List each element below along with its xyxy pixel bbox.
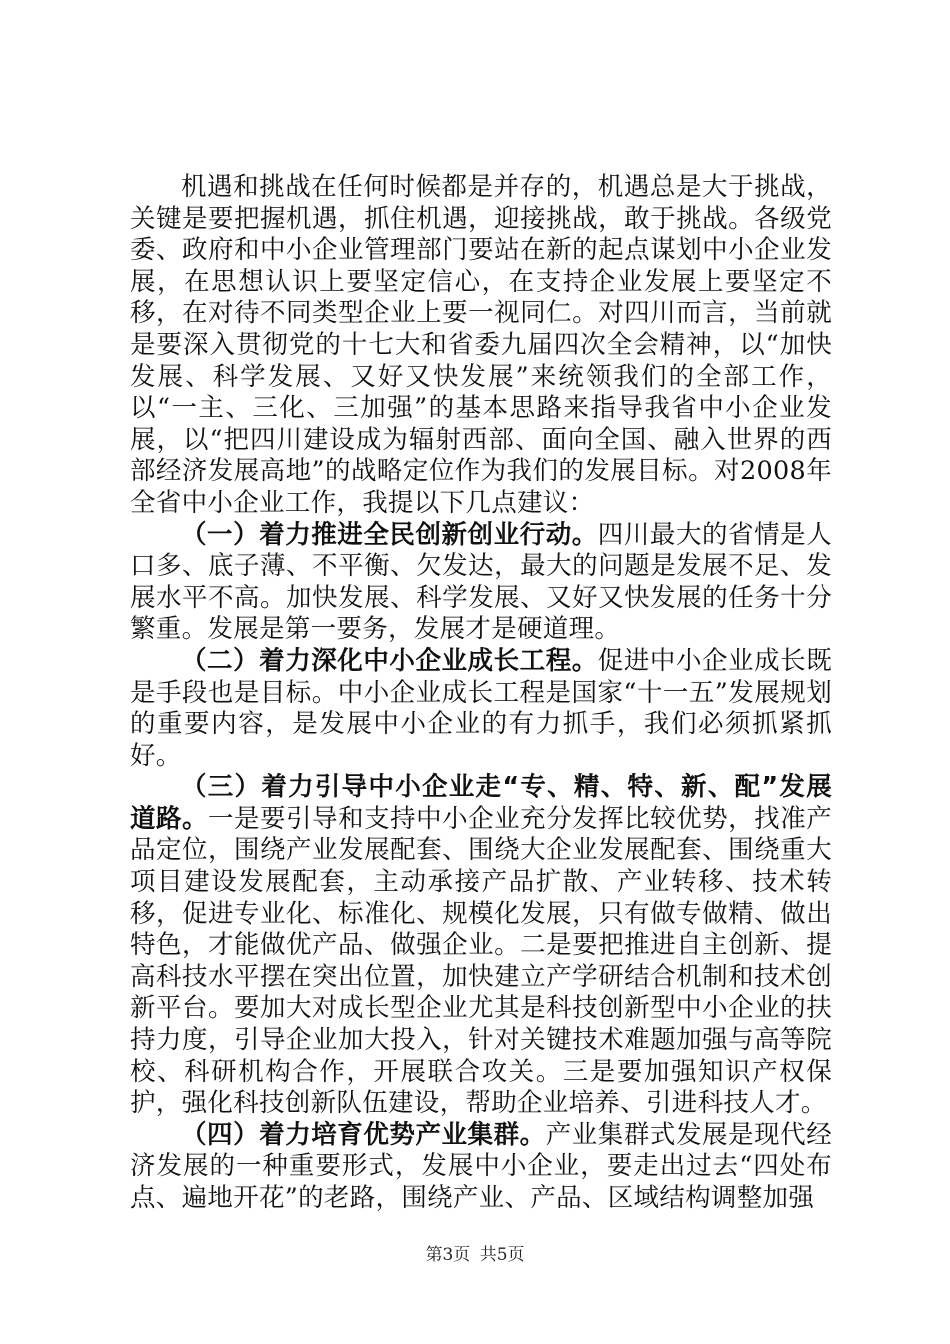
paragraph-point-1-heading: （一）着力推进全民创新创业行动。 xyxy=(181,519,598,550)
paragraph-point-4-text: 产业集群式发展是现代经济发展的一种重要形式，发展中小企业，要走出过去“四处布点、遍地开花”的老路，围绕产业、产品、区域结构调整加强 xyxy=(130,1119,832,1213)
paragraph-point-2 xyxy=(130,646,832,772)
paragraph-point-4-heading: （四）着力培育优势产业集群。 xyxy=(181,1119,546,1150)
paragraph-point-3-heading: （三）着力引导中小企业走“专、精、特、新、配”发展道路。 xyxy=(130,772,832,834)
paragraph-point-3 xyxy=(130,772,832,1120)
paragraph-point-2-text: 促进中小企业成长既是手段也是目标。中小企业成长工程是国家“十一五”发展规划的重要内容，是发展中小企业的有力抓手，我们必须抓紧抓好。 xyxy=(130,645,832,771)
paragraph-intro xyxy=(130,172,832,520)
paragraph-point-1 xyxy=(130,520,832,646)
paragraph-point-4 xyxy=(130,1120,832,1215)
page-footer xyxy=(0,1240,950,1265)
document-body xyxy=(130,172,832,1215)
paragraph-point-3-text: 一是要引导和支持中小企业充分发挥比较优势，找准产品定位，围绕产业发展配套、围绕大企业发展配套、围绕重大项目建设发展配套，主动承接产品扩散、产业转移、技术转移，促进专业化、标准化、规模化发展，只有做专做精、做出特色，才能做优产品、做强企业。二是要把推进自主创新、提高科技水平摆在突出位置，加快建立产学研结合机制和技术创新平台。要加大对成长型企业尤其是科技创新型中小企业的扶持力度，引导企业加大投入，针对关键技术难题加强与高等院校、科研机构合作，开展联合攻关。三是要加强知识产权保护，强化科技创新队伍建设，帮助企业培养、引进科技人才。 xyxy=(130,803,833,1119)
paragraph-intro-text: 机遇和挑战在任何时候都是并存的，机遇总是大于挑战，关键是要把握机遇，抓住机遇，迎接挑战，敢于挑战。各级党委、政府和中小企业管理部门要站在新的起点谋划中小企业发展，在思想认识上要坚定信心，在支持企业发展上要坚定不移，在对待不同类型企业上要一视同仁。对四川而言，当前就是要深入贯彻党的十七大和省委九届四次全会精神，以“加快发展、科学发展、又好又快发展”来统领我们的全部工作，以“一主、三化、三加强”的基本思路来指导我省中小企业发展，以“把四川建设成为辐射西部、面向全国、融入世界的西部经济发展高地”的战略定位作为我们的发展目标。对2008年全省中小企业工作，我提以下几点建议： xyxy=(130,172,832,518)
paragraph-point-1-text: 四川最大的省情是人口多、底子薄、不平衡、欠发达，最大的问题是发展不足、发展水平不高。加快发展、科学发展、又好又快发展的任务十分繁重。发展是第一要务，发展才是硬道理。 xyxy=(130,519,832,645)
paragraph-point-2-heading: （二）着力深化中小企业成长工程。 xyxy=(181,645,598,676)
page-number-total: 共5页 xyxy=(479,1245,525,1265)
page-number-current: 第3页 xyxy=(425,1245,471,1265)
